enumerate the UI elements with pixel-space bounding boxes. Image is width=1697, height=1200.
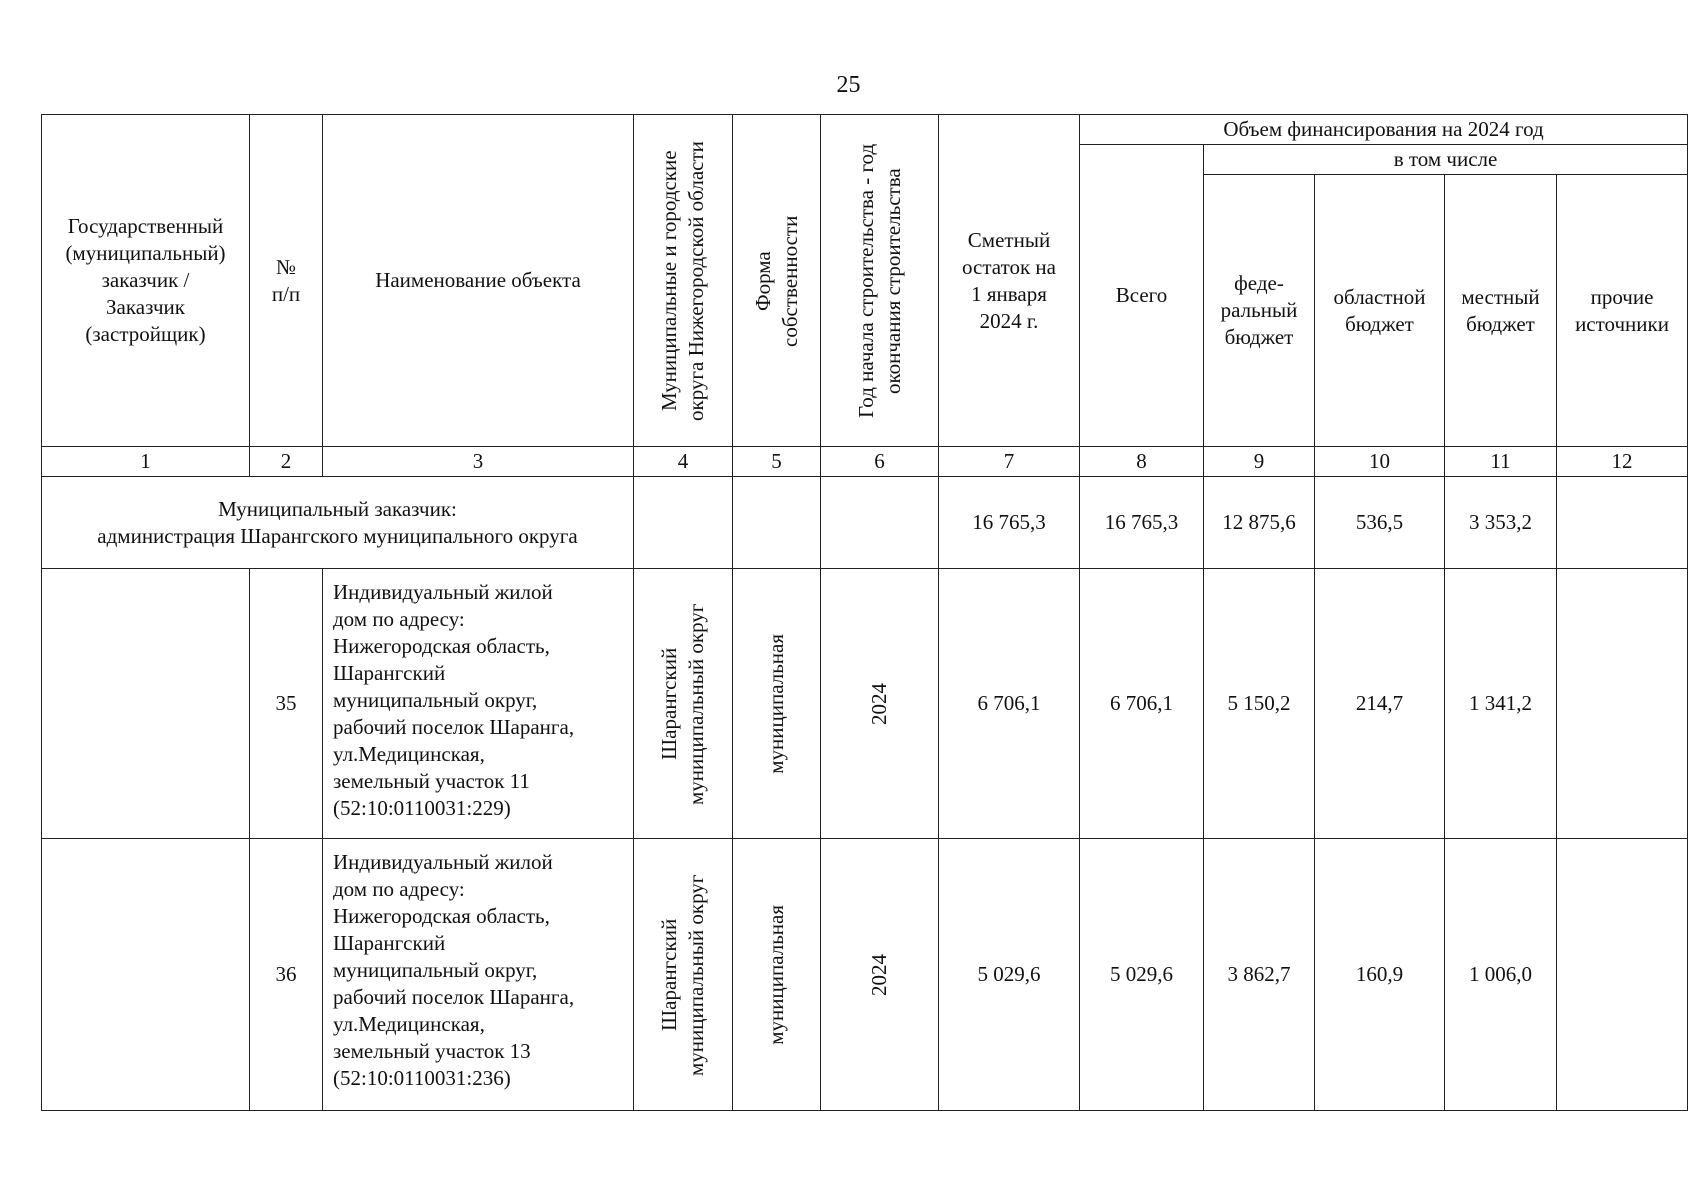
header-years: Год начала строительства - год окончания строительства xyxy=(821,115,939,447)
other-value xyxy=(1557,477,1688,569)
header-federal-budget: феде- ральный бюджет xyxy=(1204,175,1315,447)
year-cell: 2024 xyxy=(821,839,939,1111)
row-number: 36 xyxy=(250,839,323,1111)
regional-value: 536,5 xyxy=(1315,477,1445,569)
table-cell xyxy=(634,477,733,569)
header-total: Всего xyxy=(1080,145,1204,447)
header-regional-budget: областной бюджет xyxy=(1315,175,1445,447)
table-cell xyxy=(733,477,821,569)
column-number: 5 xyxy=(733,447,821,477)
page-number: 25 xyxy=(836,72,861,98)
table-cell xyxy=(42,569,250,839)
table-cell xyxy=(42,839,250,1111)
total-value: 6 706,1 xyxy=(1080,569,1204,839)
row-number: 35 xyxy=(250,569,323,839)
district-cell: Шарангский муниципальный округ xyxy=(634,839,733,1111)
federal-value: 12 875,6 xyxy=(1204,477,1315,569)
header-ownership: Форма собственности xyxy=(733,115,821,447)
column-number: 1 xyxy=(42,447,250,477)
federal-value: 3 862,7 xyxy=(1204,839,1315,1111)
column-number: 12 xyxy=(1557,447,1688,477)
column-number: 7 xyxy=(939,447,1080,477)
column-number: 9 xyxy=(1204,447,1315,477)
ownership-cell: муниципальная xyxy=(733,839,821,1111)
regional-value: 214,7 xyxy=(1315,569,1445,839)
column-number: 3 xyxy=(323,447,634,477)
total-value: 16 765,3 xyxy=(1080,477,1204,569)
total-value: 5 029,6 xyxy=(1080,839,1204,1111)
regional-value: 160,9 xyxy=(1315,839,1445,1111)
estimate-balance: 16 765,3 xyxy=(939,477,1080,569)
header-customer: Государственный (муниципальный) заказчик / Заказчик (застройщик) xyxy=(42,115,250,447)
financing-table xyxy=(41,114,1688,1111)
header-local-budget: местный бюджет xyxy=(1445,175,1557,447)
other-value xyxy=(1557,839,1688,1111)
local-value: 3 353,2 xyxy=(1445,477,1557,569)
local-value: 1 341,2 xyxy=(1445,569,1557,839)
table-row xyxy=(42,569,1688,839)
federal-value: 5 150,2 xyxy=(1204,569,1315,839)
header-funding-group: Объем финансирования на 2024 год xyxy=(1080,115,1688,145)
column-number: 11 xyxy=(1445,447,1557,477)
ownership-cell: муниципальная xyxy=(733,569,821,839)
header-object-name: Наименование объекта xyxy=(323,115,634,447)
district-cell: Шарангский муниципальный округ xyxy=(634,569,733,839)
column-number: 4 xyxy=(634,447,733,477)
header-including: в том числе xyxy=(1204,145,1688,175)
estimate-balance: 6 706,1 xyxy=(939,569,1080,839)
estimate-balance: 5 029,6 xyxy=(939,839,1080,1111)
local-value: 1 006,0 xyxy=(1445,839,1557,1111)
table-cell xyxy=(821,477,939,569)
header-other-sources: прочие источники xyxy=(1557,175,1688,447)
column-number: 2 xyxy=(250,447,323,477)
column-numbers-row xyxy=(42,447,1688,477)
column-number: 6 xyxy=(821,447,939,477)
customer-label: Муниципальный заказчик: администрация Шарангского муниципального округа xyxy=(42,477,634,569)
column-number: 8 xyxy=(1080,447,1204,477)
header-estimate-balance: Сметный остаток на 1 января 2024 г. xyxy=(939,115,1080,447)
header-district: Муниципальные и городские округа Нижегородской области xyxy=(634,115,733,447)
customer-row xyxy=(42,477,1688,569)
other-value xyxy=(1557,569,1688,839)
object-name: Индивидуальный жилой дом по адресу: Нижегородская область, Шарангский муниципальный округ, рабочий поселок Шаранга, ул.Медицинская, земельный участок 13 (52:10:0110031:236) xyxy=(323,839,634,1111)
column-number: 10 xyxy=(1315,447,1445,477)
table-row xyxy=(42,839,1688,1111)
header-number: № п/п xyxy=(250,115,323,447)
object-name: Индивидуальный жилой дом по адресу: Нижегородская область, Шарангский муниципальный округ, рабочий поселок Шаранга, ул.Медицинская, земельный участок 11 (52:10:0110031:229) xyxy=(323,569,634,839)
year-cell: 2024 xyxy=(821,569,939,839)
